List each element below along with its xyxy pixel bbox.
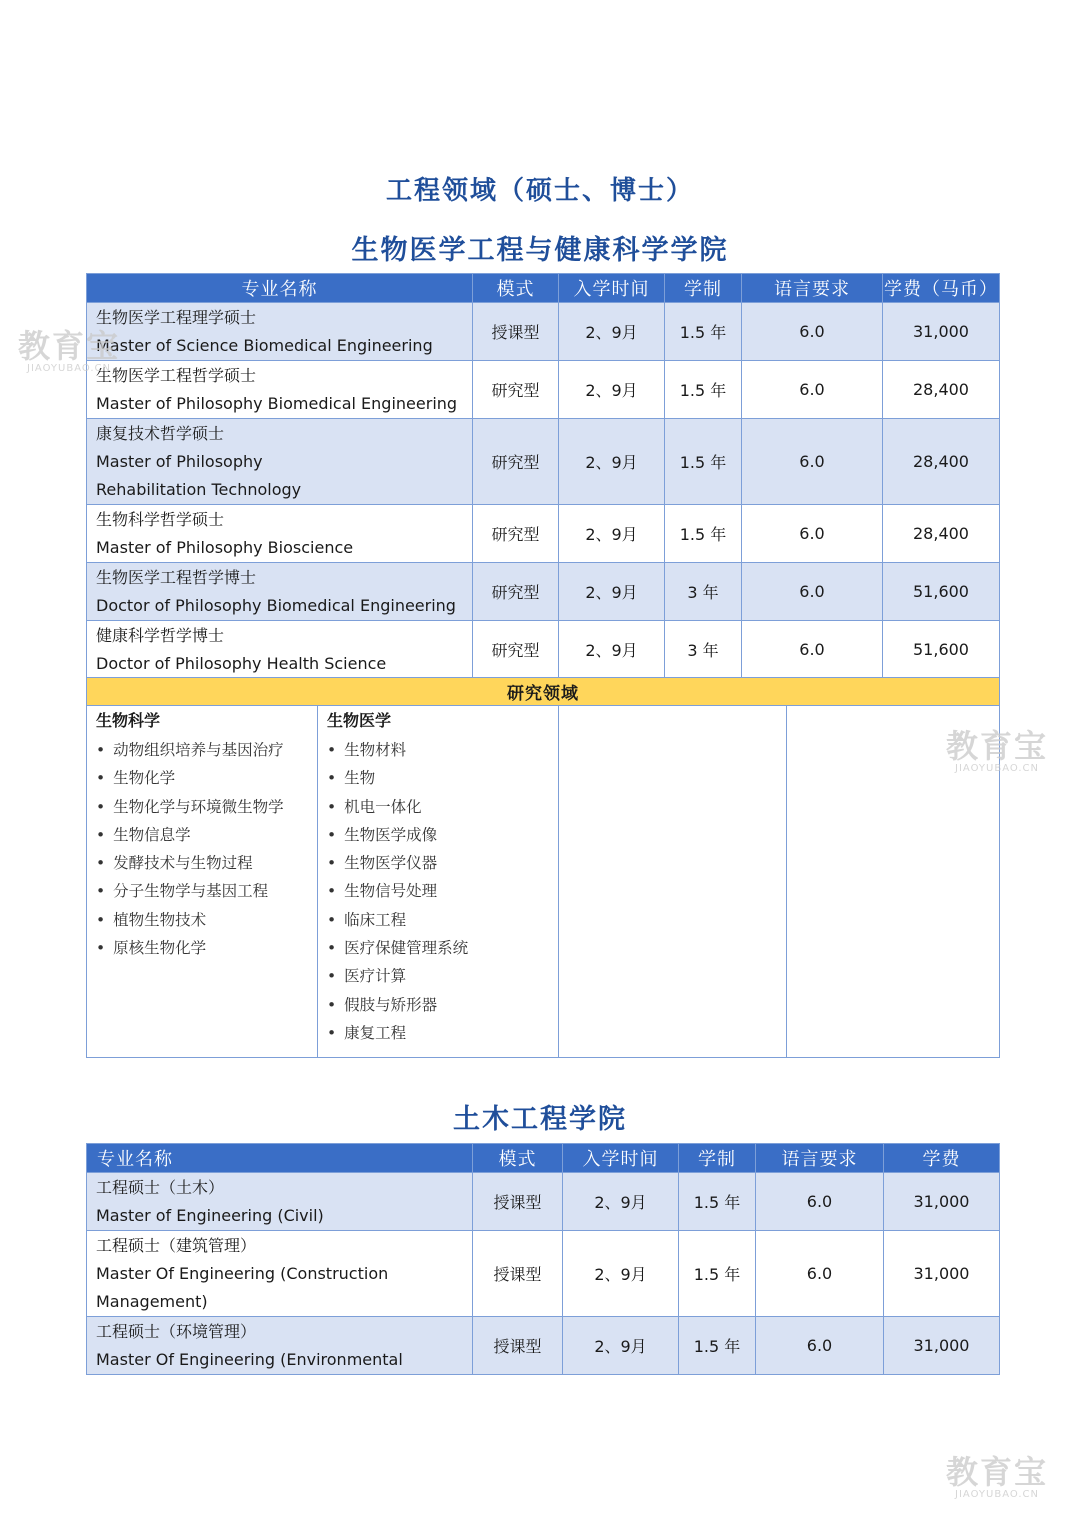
civil-program-table <box>86 1143 1000 1375</box>
list-item: • 生物信号处理 <box>327 877 549 905</box>
list-item: • 生物医学成像 <box>327 821 549 849</box>
language-cell: 6.0 <box>756 1317 884 1375</box>
header-intake: 入学时间 <box>563 1144 679 1173</box>
program-name-en: Master Of Engineering (Construction Management) <box>96 1263 389 1311</box>
intake-cell: 2、9月 <box>559 505 665 563</box>
list-item: • 临床工程 <box>327 906 549 934</box>
header-duration: 学制 <box>665 274 742 303</box>
list-item: • 动物组织培养与基因治疗 <box>96 736 308 764</box>
program-name-cell <box>87 303 473 361</box>
intake-cell: 2、9月 <box>563 1173 679 1231</box>
table-row <box>87 505 1000 563</box>
header-duration: 学制 <box>679 1144 756 1173</box>
program-name-en: Master of Engineering (Civil) <box>96 1205 324 1225</box>
list-item: • 医疗计算 <box>327 962 549 990</box>
table-row <box>87 1317 1000 1375</box>
table-row <box>87 1173 1000 1231</box>
fee-cell: 28,400 <box>883 361 1000 419</box>
table-row <box>87 621 1000 679</box>
program-name-cn: 工程硕士（土木） <box>96 1177 225 1197</box>
program-name-cn: 生物科学哲学硕士 <box>96 509 225 529</box>
page-title: 工程领域（硕士、博士） <box>385 176 694 206</box>
mode-cell: 研究型 <box>473 563 559 621</box>
header-language: 语言要求 <box>756 1144 884 1173</box>
program-name-en: Master of Philosophy Bioscience <box>96 537 354 557</box>
bio-school-title: 生物医学工程与健康科学学院 <box>351 235 729 266</box>
mode-cell: 授课型 <box>473 1173 563 1231</box>
mode-cell: 授课型 <box>473 1317 563 1375</box>
research-column-biomedical <box>318 706 559 1058</box>
program-name-cell <box>87 505 473 563</box>
program-name-cn: 生物医学工程哲学博士 <box>96 567 257 587</box>
header-mode: 模式 <box>473 274 559 303</box>
fee-cell: 31,000 <box>884 1317 1000 1375</box>
duration-cell: 1.5 年 <box>665 419 742 505</box>
program-name-en: Doctor of Philosophy Biomedical Engineering <box>96 595 456 615</box>
duration-cell: 1.5 年 <box>665 361 742 419</box>
table-row <box>87 419 1000 505</box>
duration-cell: 3 年 <box>665 621 742 679</box>
fee-cell: 31,000 <box>883 303 1000 361</box>
duration-cell: 1.5 年 <box>679 1231 756 1317</box>
language-cell: 6.0 <box>742 303 883 361</box>
mode-cell: 授课型 <box>473 303 559 361</box>
duration-cell: 1.5 年 <box>665 505 742 563</box>
program-name-cn: 生物医学工程哲学硕士 <box>96 365 257 385</box>
table-row <box>87 1231 1000 1317</box>
list-item: • 医疗保健管理系统 <box>327 934 549 962</box>
intake-cell: 2、9月 <box>559 621 665 679</box>
research-column-title: 生物科学 <box>96 711 161 730</box>
research-list <box>327 736 549 1047</box>
program-name-en: Master Of Engineering (Environmental <box>96 1349 403 1369</box>
header-intake: 入学时间 <box>559 274 665 303</box>
list-item: • 分子生物学与基因工程 <box>96 877 308 905</box>
language-cell: 6.0 <box>756 1231 884 1317</box>
header-language: 语言要求 <box>742 274 883 303</box>
list-item: • 生物材料 <box>327 736 549 764</box>
mode-cell: 研究型 <box>473 505 559 563</box>
intake-cell: 2、9月 <box>563 1231 679 1317</box>
header-fee: 学费（马币） <box>883 274 1000 303</box>
civil-school-title: 土木工程学院 <box>453 1104 627 1135</box>
research-content-row <box>87 706 1000 1058</box>
fee-cell: 51,600 <box>883 563 1000 621</box>
program-name-cell <box>87 621 473 679</box>
list-item: • 生物化学 <box>96 764 308 792</box>
fee-cell: 31,000 <box>884 1173 1000 1231</box>
intake-cell: 2、9月 <box>559 303 665 361</box>
research-list <box>96 736 308 962</box>
fee-cell: 28,400 <box>883 419 1000 505</box>
intake-cell: 2、9月 <box>563 1317 679 1375</box>
program-name-cell <box>87 1173 473 1231</box>
list-item: • 植物生物技术 <box>96 906 308 934</box>
program-name-cn: 工程硕士（建筑管理） <box>96 1235 257 1255</box>
watermark-logo <box>946 1453 1049 1500</box>
research-areas-table <box>86 677 1000 1058</box>
program-name-cn: 健康科学哲学博士 <box>96 625 225 645</box>
list-item: • 原核生物化学 <box>96 934 308 962</box>
table-header-row <box>87 1144 1000 1173</box>
program-name-cell <box>87 419 473 505</box>
list-item: • 生物医学仪器 <box>327 849 549 877</box>
research-column-title: 生物医学 <box>327 711 392 730</box>
watermark-text-cn: 教育宝 <box>946 1453 1049 1491</box>
language-cell: 6.0 <box>742 621 883 679</box>
program-name-en: Master of Philosophy Biomedical Engineering <box>96 393 458 413</box>
research-areas-label: 研究领域 <box>87 678 1000 706</box>
program-name-cell <box>87 1317 473 1375</box>
table-row <box>87 361 1000 419</box>
watermark-text-en: JIAOYUBAO.CN <box>955 763 1039 774</box>
watermark-text-en: JIAOYUBAO.CN <box>955 1489 1039 1500</box>
header-program-name: 专业名称 <box>87 1144 473 1173</box>
program-name-cn: 康复技术哲学硕士 <box>96 423 225 443</box>
list-item: • 发酵技术与生物过程 <box>96 849 308 877</box>
language-cell: 6.0 <box>742 419 883 505</box>
duration-cell: 3 年 <box>665 563 742 621</box>
watermark-logo <box>946 727 1049 774</box>
header-program-name: 专业名称 <box>87 274 473 303</box>
research-column-empty <box>559 706 787 1058</box>
program-name-en: Master of Philosophy Rehabilitation Technology <box>96 451 302 499</box>
research-header-row <box>87 678 1000 706</box>
fee-cell: 28,400 <box>883 505 1000 563</box>
program-name-en: Master of Science Biomedical Engineering <box>96 335 433 355</box>
program-name-cn: 生物医学工程理学硕士 <box>96 307 257 327</box>
table-row <box>87 303 1000 361</box>
list-item: • 生物化学与环境微生物学 <box>96 793 308 821</box>
header-fee: 学费 <box>884 1144 1000 1173</box>
mode-cell: 研究型 <box>473 419 559 505</box>
program-name-cell <box>87 361 473 419</box>
mode-cell: 研究型 <box>473 621 559 679</box>
intake-cell: 2、9月 <box>559 563 665 621</box>
language-cell: 6.0 <box>742 505 883 563</box>
list-item: • 生物 <box>327 764 549 792</box>
intake-cell: 2、9月 <box>559 361 665 419</box>
header-mode: 模式 <box>473 1144 563 1173</box>
research-column-bioscience <box>87 706 318 1058</box>
intake-cell: 2、9月 <box>559 419 665 505</box>
watermark-text-en: JIAOYUBAO.CN <box>27 363 111 374</box>
watermark-text-cn: 教育宝 <box>946 727 1049 765</box>
program-name-en: Doctor of Philosophy Health Science <box>96 653 387 673</box>
list-item: • 生物信息学 <box>96 821 308 849</box>
table-header-row <box>87 274 1000 303</box>
list-item: • 机电一体化 <box>327 793 549 821</box>
mode-cell: 授课型 <box>473 1231 563 1317</box>
duration-cell: 1.5 年 <box>679 1173 756 1231</box>
bio-program-table <box>86 273 1000 679</box>
language-cell: 6.0 <box>756 1173 884 1231</box>
watermark-logo <box>18 327 121 374</box>
table-row <box>87 563 1000 621</box>
fee-cell: 51,600 <box>883 621 1000 679</box>
mode-cell: 研究型 <box>473 361 559 419</box>
program-name-cn: 工程硕士（环境管理） <box>96 1321 257 1341</box>
language-cell: 6.0 <box>742 361 883 419</box>
watermark-text-cn: 教育宝 <box>18 327 121 365</box>
fee-cell: 31,000 <box>884 1231 1000 1317</box>
duration-cell: 1.5 年 <box>679 1317 756 1375</box>
list-item: • 假肢与矫形器 <box>327 991 549 1019</box>
program-name-cell <box>87 563 473 621</box>
list-item: • 康复工程 <box>327 1019 549 1047</box>
language-cell: 6.0 <box>742 563 883 621</box>
duration-cell: 1.5 年 <box>665 303 742 361</box>
program-name-cell <box>87 1231 473 1317</box>
